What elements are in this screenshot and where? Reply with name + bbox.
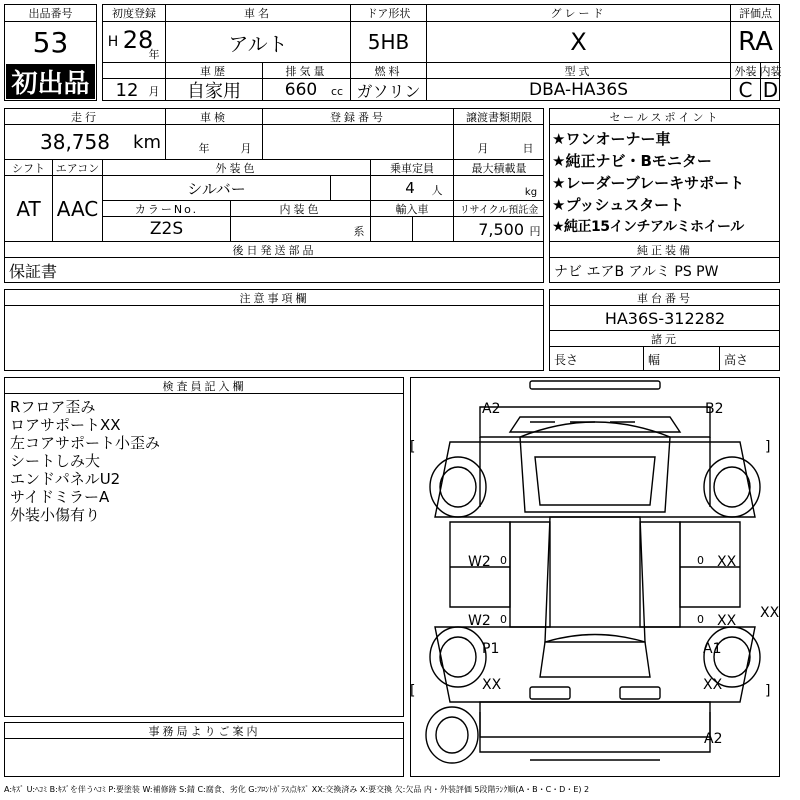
inspector-line: 外装小傷有り <box>10 506 101 524</box>
grade-value: X <box>570 28 587 56</box>
inspector-line: サイドミラーA <box>10 488 110 506</box>
zero-mark: 0 <box>500 554 507 567</box>
year-unit: 年 <box>148 48 160 61</box>
equipment-value: ナビ エアB アルミ PS PW <box>554 263 719 280</box>
aircon-value: AAC <box>56 196 99 221</box>
inspector-line: 左コアサポート小歪み <box>10 434 161 452</box>
mark-xx-left-bottom: XX <box>482 677 502 693</box>
rating-value: RA <box>738 27 773 57</box>
ext-color-value: シルバー <box>187 179 246 198</box>
chassis-label: 車台番号 <box>637 291 693 305</box>
sales-point-item: ★レーダーブレーキサポート <box>552 174 745 192</box>
int-color-unit: 系 <box>353 225 365 238</box>
inspector-line: ロアサポートXX <box>10 416 121 434</box>
mileage-value: 38,758 <box>40 130 110 154</box>
ext-color-label: 外装色 <box>215 161 258 175</box>
lot-label: 出品番号 <box>28 7 73 20</box>
max-load-label: 最大積載量 <box>471 161 527 175</box>
mark-xx-right-bottom: XX <box>703 677 723 693</box>
bracket-right-top: ] <box>765 439 771 455</box>
door-label: ドア形状 <box>366 7 411 20</box>
sales-point-item: ★純正15インチアルミホイール <box>552 219 744 235</box>
office-label: 事務局よりご案内 <box>148 724 261 738</box>
mark-a2-top: A2 <box>482 401 501 417</box>
inspector-line: Rフロア歪み <box>10 398 96 416</box>
fuel-label: 燃料 <box>374 64 403 78</box>
zero-mark: 0 <box>697 554 704 567</box>
lot-number: 53 <box>32 25 69 59</box>
length-label: 長さ <box>554 352 579 367</box>
deadline-day-unit: 日 <box>522 142 534 155</box>
recycle-value: 7,500 <box>478 219 524 239</box>
displacement-value: 660 <box>284 80 318 100</box>
capacity-unit: 人 <box>431 184 443 197</box>
inspector-line: エンドパネルU2 <box>10 470 121 488</box>
later-parts-label: 後日発送部品 <box>232 243 317 257</box>
sales-points-label: セールスポイント <box>609 110 721 124</box>
car-name-value: アルト <box>228 31 288 56</box>
car-name-label: 車名 <box>244 7 272 20</box>
capacity-label: 乗車定員 <box>390 161 434 175</box>
month-unit: 月 <box>148 85 160 98</box>
bracket-right-bottom: ] <box>765 683 771 699</box>
car-diagram <box>410 377 780 777</box>
history-label: 車歴 <box>200 64 228 78</box>
int-color-label: 内装色 <box>279 202 322 216</box>
exterior-grade-label: 外装 <box>734 64 757 78</box>
era-mark: H <box>107 34 119 50</box>
model-type-value: DBA-HA36S <box>529 80 628 100</box>
mark-w2-lower: W2 <box>468 613 491 629</box>
inspection-label: 車検 <box>200 110 228 124</box>
mark-a1: A1 <box>703 641 722 657</box>
mark-xx-right-lower: XX <box>717 613 737 629</box>
chassis-value: HA36S-312282 <box>604 308 726 328</box>
fuel-value: ガソリン <box>356 81 421 101</box>
bracket-left-top: [ <box>410 439 416 455</box>
inspection-month-unit: 月 <box>240 142 252 155</box>
color-no-value: Z2S <box>149 219 184 239</box>
transfer-deadline-label: 譲渡書類期限 <box>466 110 532 124</box>
history-value: 自家用 <box>187 81 241 102</box>
shift-label: シフト <box>12 161 45 175</box>
zero-mark: 0 <box>500 613 507 626</box>
equipment-label: 純正装備 <box>637 243 693 257</box>
first-listing-badge: 初出品 <box>6 64 95 99</box>
mark-xx-right-upper: XX <box>717 554 737 570</box>
displacement-label: 排気量 <box>285 64 328 78</box>
mileage-label: 走行 <box>71 110 99 124</box>
inspector-label: 検査員記入欄 <box>162 379 247 393</box>
first-reg-year: 28 <box>122 26 154 54</box>
sales-point-item: ★ワンオーナー車 <box>552 130 671 148</box>
recycle-unit: 円 <box>529 225 541 238</box>
grade-label: グレード <box>550 7 607 20</box>
first-reg-month: 12 <box>115 79 139 101</box>
mark-a2-bottom: A2 <box>704 731 723 747</box>
max-load-unit: kg <box>524 186 538 198</box>
door-value: 5HB <box>367 30 410 54</box>
sales-points-list <box>552 128 778 238</box>
inspector-notes <box>10 396 400 522</box>
mark-w2-upper: W2 <box>468 554 491 570</box>
import-label: 輸入車 <box>395 202 429 216</box>
later-parts-value: 保証書 <box>9 262 58 281</box>
mark-xx-side: XX <box>760 605 780 621</box>
interior-grade-value: D <box>762 78 779 102</box>
height-label: 高さ <box>724 352 749 367</box>
sales-point-item: ★純正ナビ・Bモニター <box>552 152 712 170</box>
inspector-line: シートしみ大 <box>10 452 101 470</box>
model-type-label: 型式 <box>564 64 593 78</box>
reg-number-label: 登録番号 <box>330 110 386 124</box>
aircon-label: エアコン <box>55 161 100 175</box>
mark-b2-top: B2 <box>705 401 724 417</box>
mileage-unit: km <box>133 131 161 153</box>
exterior-grade-value: C <box>738 78 753 102</box>
width-label: 幅 <box>648 352 661 367</box>
rating-label: 評価点 <box>739 7 772 20</box>
notes-label: 注意事項欄 <box>239 291 310 305</box>
interior-grade-label: 内装 <box>759 64 782 78</box>
bracket-left-bottom: [ <box>410 683 416 699</box>
legend: A:ｷｽﾞ U:ﾍｺﾐ B:ｷｽﾞを伴うﾍｺﾐ P:要塗装 W:補修跡 S:錆 C:腐食、劣化 G:ﾌﾛﾝﾄｶﾞﾗｽ点ｷｽﾞ XX:交換済み X:要交換 欠:欠品 内・外装評価 5段階ﾗﾝｸ順(A・B・C・D・E) 2 <box>4 784 590 794</box>
capacity-value: 4 <box>405 179 415 197</box>
color-no-label: カラーNo. <box>134 202 199 216</box>
shift-value: AT <box>16 196 41 221</box>
displacement-unit: cc <box>330 84 344 98</box>
inspection-year-unit: 年 <box>198 142 210 155</box>
deadline-month-unit: 月 <box>477 142 489 155</box>
dimensions-label: 諸元 <box>651 332 679 346</box>
recycle-label: リサイクル預託金 <box>459 205 539 216</box>
zero-mark: 0 <box>697 613 704 626</box>
mark-p1: P1 <box>482 641 500 657</box>
first-reg-label: 初度登録 <box>112 7 156 20</box>
sales-point-item: ★プッシュスタート <box>552 196 685 214</box>
